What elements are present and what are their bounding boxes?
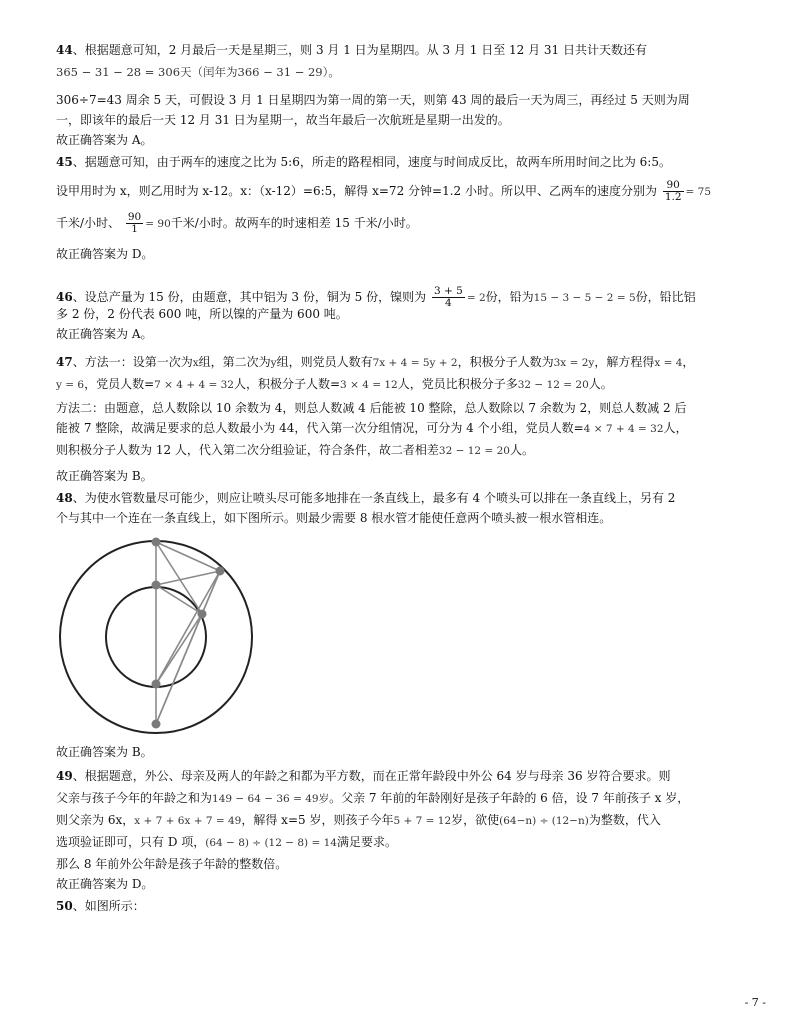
node-mid [198, 610, 207, 619]
q47-math-5: 3 × 4 = 12 [340, 379, 398, 391]
q49-text-4a: 选项验证即可，只有 D 项， [56, 835, 206, 849]
q47-text-4a: 能被 7 整除，故满足要求的总人数最小为 44，代入第一次分组情况，可分为 4 个小组，党员人数= [56, 421, 584, 435]
q45-line1 [56, 154, 756, 170]
pipe-upper-to-mid [156, 585, 202, 614]
q47-text-2e: 人。 [588, 377, 613, 391]
q47-line2 [56, 376, 756, 393]
pipe-upper-to-right [156, 571, 220, 585]
q49-text-2a: 父亲与孩子今年的年龄之和为 [56, 791, 213, 805]
q49-text-3d: 为整数，代入 [588, 813, 661, 827]
q44-text-3: 306÷7=43 周余 5 天，可假设 3 月 1 日星期四为第一周的第一天，则第 43 周的最后一天为周三，再经过 5 天则为周 [56, 93, 690, 107]
q47-text-2b: ，党员人数= [84, 377, 155, 391]
q44-line2 [56, 64, 756, 81]
pipe-mid-to-lower [156, 614, 202, 684]
node-top [152, 538, 161, 547]
q49-line4 [56, 834, 756, 851]
q49-line5 [56, 856, 756, 872]
q49-line3 [56, 812, 756, 829]
q46-frac-numerator: 3 + 5 [433, 285, 463, 297]
q45-text-3a: 千米/小时、 [56, 216, 121, 230]
q47-math-3: x = 4 [654, 357, 683, 369]
q46-math-lead: 15 − 3 − 5 − 2 = 5 [533, 292, 636, 304]
node-right [216, 567, 225, 576]
q45-frac2-denominator: 1 [131, 223, 138, 235]
q44-line3 [56, 92, 756, 108]
q49-math-1: 149 − 64 − 36 = 49 [212, 793, 319, 805]
q44-answer-text: 故正确答案为 A。 [56, 133, 153, 147]
q45-text-1: 、据题意可知，由于两车的速度之比为 5:6，所走的路程相同，速度与时间成反比，故两车所用时间之比为 6:5。 [72, 155, 671, 169]
q49-answer [56, 876, 756, 892]
q47-var-y: y [270, 357, 277, 369]
q47-text-4b: 人， [663, 421, 688, 435]
q47-text-2d: 人，党员比积极分子多 [397, 377, 518, 391]
q47-text-1a: 、方法一：设第一次为 [72, 355, 193, 369]
q47-var-x: x [192, 357, 199, 369]
q46-frac-denominator: 4 [445, 297, 452, 309]
q48-text-2: 个与其中一个连在一条直线上，如下图所示。则最少需要 8 根水管才能使任意两个喷头被一根水管相连。 [56, 511, 612, 525]
q45-frac1-denominator: 1.2 [664, 191, 682, 203]
q47-text-3: 方法二：由题意，总人数除以 10 余数为 4，则总人数减 4 后能被 10 整除，总人数除以 7 余数为 2，则总人数减 2 后 [56, 401, 687, 415]
q47-text-5b: 人。 [509, 443, 534, 457]
q45-number: 45 [56, 155, 73, 169]
q47-text-1f: ， [682, 355, 695, 369]
q45-frac2-numerator: 90 [127, 211, 142, 223]
q44-text-4: 一，即该年的最后一天 12 月 31 日为星期一，故当年最后一次航班是星期一出发的。 [56, 113, 510, 127]
q47-text-1d: ，积极分子人数为 [457, 355, 554, 369]
q46-answer [56, 326, 756, 342]
q45-answer-text: 故正确答案为 D。 [56, 247, 154, 261]
q50-text-1: 、如图所示： [72, 899, 145, 913]
q49-line2 [56, 790, 756, 807]
q49-math-2: x + 7 + 6x + 7 = 49 [134, 815, 242, 827]
q47-math-1: 7x + 4 = 5y + 2 [372, 357, 458, 369]
q46-answer-text: 故正确答案为 A。 [56, 327, 153, 341]
q47-line1 [56, 354, 756, 371]
q45-line2 [56, 180, 756, 203]
node-upper [152, 581, 161, 590]
q49-math-5: (64 − 8) ÷ (12 − 8) = 14 [205, 837, 337, 849]
node-bottom [152, 720, 161, 729]
q45-frac1-numerator: 90 [663, 180, 684, 192]
q45-text-2: 设甲用时为 x，则乙用时为 x-12。x：（x-12）=6:5，解得 x=72 分钟=1.2 小时。所以甲、乙两车的速度分别为 [56, 184, 657, 198]
q47-answer-text: 故正确答案为 B。 [56, 469, 153, 483]
q47-line3 [56, 400, 756, 416]
q45-text-3b: 千米/小时。故两车的时速相差 15 千米/小时。 [170, 216, 418, 230]
sprinkler-pipe-diagram [56, 532, 266, 742]
q47-text-2c: 人，积极分子人数= [233, 377, 341, 391]
q46-number: 46 [56, 290, 73, 304]
q49-text-3b: ，解得 x=5 岁，则孩子今年 [241, 813, 394, 827]
page-number: - 7 - [744, 996, 766, 1009]
q50-line1 [56, 898, 756, 914]
q49-text-3c: 岁，欲使 [451, 813, 500, 827]
q46-text-1c: 份，铅比铝 [635, 290, 696, 304]
q49-math-1-unit: 岁 [318, 793, 330, 805]
q48-line1 [56, 490, 756, 506]
q45-line3 [56, 212, 756, 235]
q45-fraction-1 [663, 180, 684, 203]
q49-text-2b: 。父亲 7 年前的年龄刚好是孩子年龄的 6 倍，设 7 年前孩子 x 岁， [329, 791, 690, 805]
q47-math-8: 32 − 12 = 20 [438, 445, 510, 457]
q47-line4 [56, 420, 756, 437]
q47-math-6: 32 − 12 = 20 [517, 379, 589, 391]
q47-math-4: 7 × 4 + 4 = 32 [154, 379, 234, 391]
q47-text-5a: 则积极分子人数为 12 人，代入第二次分组验证，符合条件，故二者相差 [56, 443, 439, 457]
q48-answer [56, 744, 756, 760]
q46-text-1b: 份，铅为 [485, 290, 534, 304]
q49-math-4: (64−n) ÷ (12−n) [499, 815, 589, 827]
q46-text-2: 多 2 份，2 份代表 600 吨，所以镍的产量为 600 吨。 [56, 307, 348, 321]
q49-text-3a: 则父亲为 6x， [56, 813, 135, 827]
q44-text-1: 、根据题意可知，2 月最后一天是星期三，则 3 月 1 日为星期四。从 3 月 1 日至 12 月 31 日共计天数还有 [72, 43, 648, 57]
q44-math-days: 365 − 31 − 28 = 306天（闰年为366 − 31 − 29）。 [56, 65, 340, 79]
q49-number: 49 [56, 769, 73, 783]
q49-line1 [56, 768, 756, 784]
q45-answer [56, 246, 756, 262]
q49-text-5: 那么 8 年前外公年龄是孩子年龄的整数倍。 [56, 857, 288, 871]
q47-text-1b: 组，第二次为 [198, 355, 271, 369]
q46-frac-result: = 2 [466, 292, 486, 304]
q48-number: 48 [56, 491, 73, 505]
q50-number: 50 [56, 899, 73, 913]
q47-math-7: 4 × 7 + 4 = 32 [583, 423, 664, 435]
q49-text-4b: 满足要求。 [337, 835, 398, 849]
q46-text-1a: 、设总产量为 15 份，由题意，其中铝为 3 份，铜为 5 份，镍则为 [72, 290, 427, 304]
q48-answer-text: 故正确答案为 B。 [56, 745, 153, 759]
q49-answer-text: 故正确答案为 D。 [56, 877, 154, 891]
q47-answer [56, 468, 756, 484]
q44-line4 [56, 112, 756, 128]
q48-line2 [56, 510, 756, 526]
node-lower [152, 680, 161, 689]
q47-math-y: y = 6 [56, 379, 85, 391]
q45-frac2-result: = 90 [145, 218, 171, 230]
q47-math-2: 3x = 2y [553, 357, 595, 369]
q45-fraction-2 [126, 212, 143, 235]
q44-line1 [56, 42, 756, 58]
q47-number: 47 [56, 355, 73, 369]
sprinkler-nodes [152, 538, 225, 729]
q44-answer [56, 132, 756, 148]
q49-text-1: 、根据题意，外公、母亲及两人的年龄之和都为平方数，而在正常年龄段中外公 64 岁与母亲 36 岁符合要求。则 [72, 769, 671, 783]
pipe-lines [156, 542, 220, 724]
q47-text-1c: 组，则党员人数有 [276, 355, 373, 369]
q48-text-1: 、为使水管数量尽可能少，则应让喷头尽可能多地排在一条直线上，最多有 4 个喷头可以排在一条直线上，另有 2 [72, 491, 676, 505]
q49-math-3: 5 + 7 = 12 [393, 815, 452, 827]
q46-line2 [56, 306, 756, 322]
q47-line5 [56, 442, 756, 459]
q47-text-1e: ，解方程得 [594, 355, 655, 369]
q45-frac1-result: = 75 [685, 186, 712, 198]
q44-number: 44 [56, 43, 73, 57]
